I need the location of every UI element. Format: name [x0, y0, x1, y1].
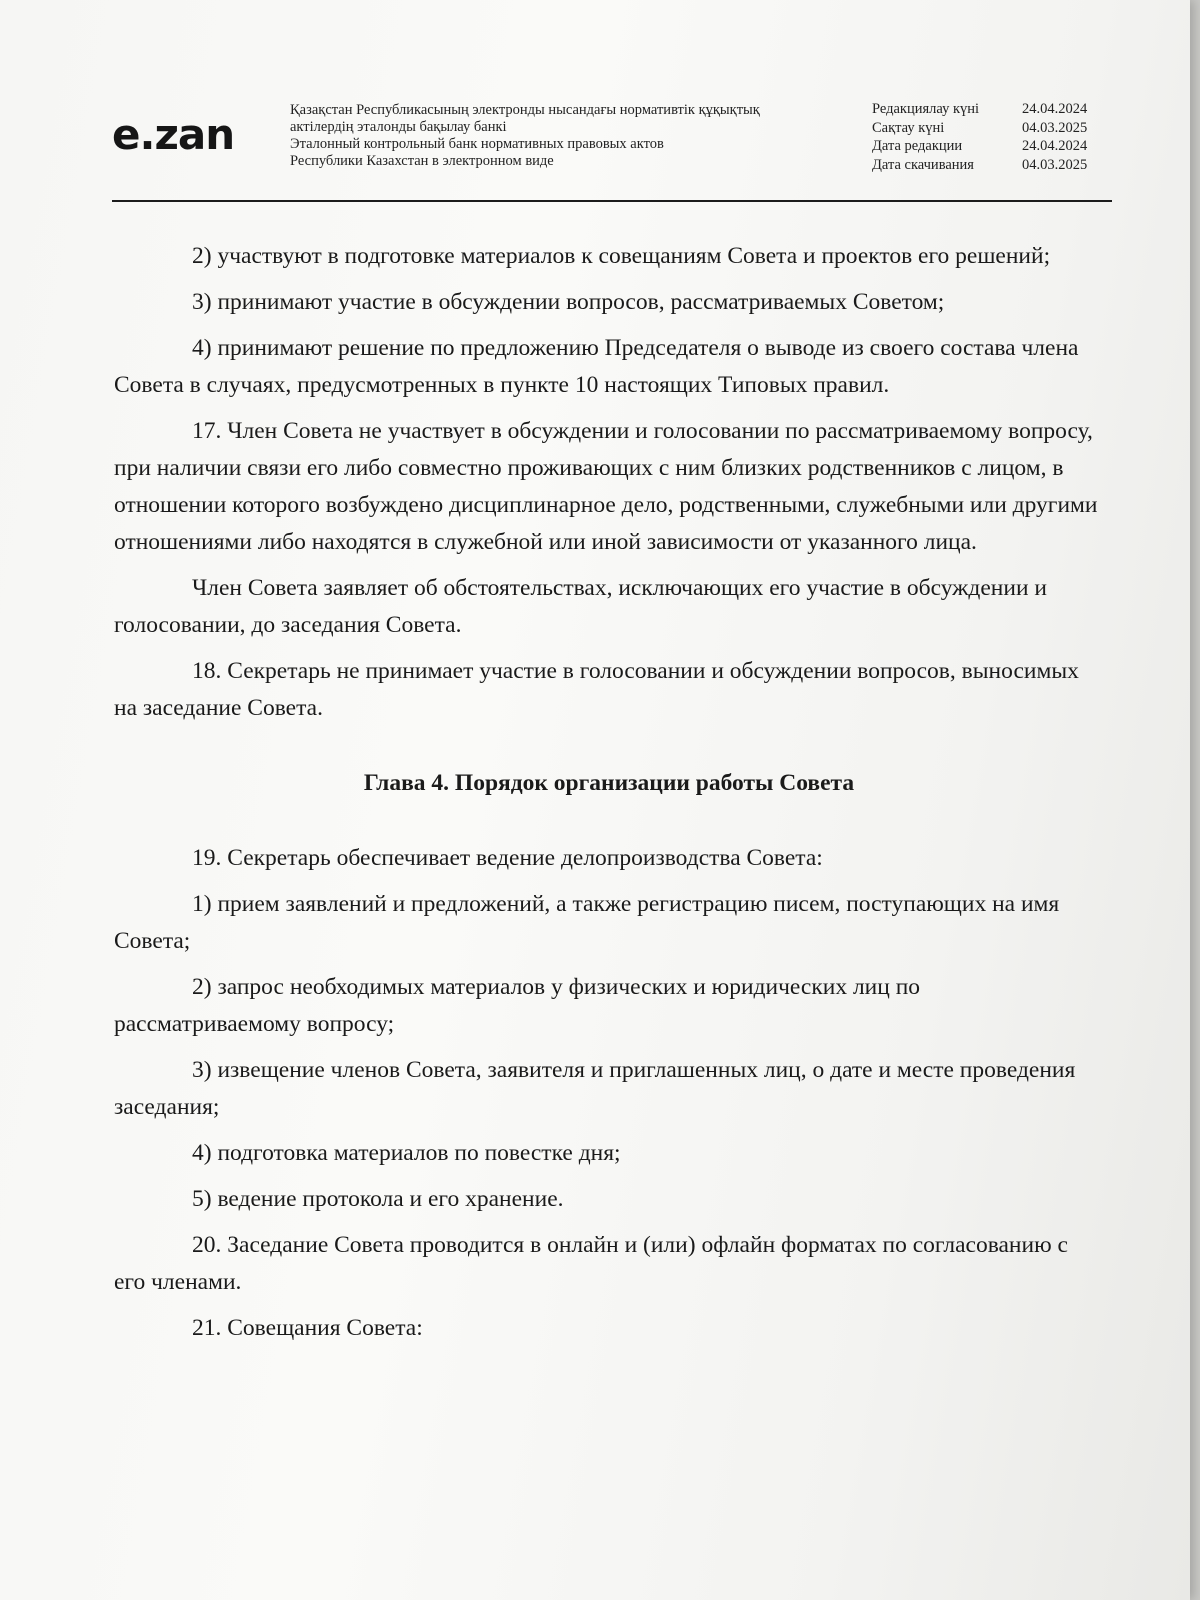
- bank-line: Республики Казахстан в электронном виде: [290, 153, 554, 169]
- date-value: 24.04.2024: [1022, 138, 1088, 154]
- paragraph: 17. Член Совета не участвует в обсуждении и голосовании по рассматриваемому вопросу, при наличии связи его либо совместно проживающих с ним близких родственников с лицом, в отношении которого возбуждено дисциплинарное дело, родственными, служебными или другими отношениями либо находятся в служебной или иной зависимости от указанного лица.: [114, 418, 1098, 555]
- document-body: [114, 238, 1104, 1356]
- bank-line: Қазақстан Республикасының электронды нысандағы нормативтік құқықтық: [290, 102, 760, 118]
- bank-title: [290, 102, 760, 170]
- document-header: [112, 96, 1112, 206]
- date-row: [872, 137, 1112, 156]
- paragraph: 20. Заседание Совета проводится в онлайн и (или) офлайн форматах по согласованию с его членами.: [114, 1232, 1068, 1295]
- date-value: 24.04.2024: [1022, 101, 1088, 117]
- bank-line: актілердің эталонды бақылау банкі: [290, 119, 507, 135]
- date-value: 04.03.2025: [1022, 119, 1088, 136]
- paragraph: 18. Секретарь не принимает участие в голосовании и обсуждении вопросов, выносимых на заседание Совета.: [114, 658, 1079, 721]
- paragraph: 3) извещение членов Совета, заявителя и приглашенных лиц, о дате и месте проведения заседания;: [114, 1057, 1076, 1120]
- date-label: Дата редакции: [872, 138, 963, 154]
- date-label: Дата скачивания: [872, 156, 974, 173]
- paragraph: 19. Секретарь обеспечивает ведение делопроизводства Совета:: [192, 845, 823, 871]
- date-value: 04.03.2025: [1022, 156, 1088, 173]
- paragraph: 21. Совещания Совета:: [192, 1315, 423, 1341]
- bank-line: Эталонный контрольный банк нормативных правовых актов: [290, 136, 664, 152]
- date-label: Сақтау күні: [872, 119, 945, 136]
- paragraph: Член Совета заявляет об обстоятельствах, исключающих его участие в обсуждении и голосовании, до заседания Совета.: [114, 575, 1047, 638]
- date-row: [872, 100, 1112, 119]
- date-row: [872, 119, 1112, 138]
- paragraph: 2) участвуют в подготовке материалов к совещаниям Совета и проектов его решений;: [192, 243, 1051, 269]
- paragraph: 3) принимают участие в обсуждении вопросов, рассматриваемых Советом;: [192, 289, 945, 315]
- date-table: [872, 100, 1112, 174]
- paragraph: 4) принимают решение по предложению Председателя о выводе из своего состава члена Совета в случаях, предусмотренных в пункте 10 настоящих Типовых правил.: [114, 335, 1079, 398]
- header-divider: [112, 200, 1112, 202]
- ezan-logo: e.zan: [112, 110, 235, 159]
- paragraph: 4) подготовка материалов по повестке дня;: [192, 1140, 621, 1166]
- paragraph: 2) запрос необходимых материалов у физических и юридических лиц по рассматриваемому вопросу;: [114, 974, 921, 1037]
- paragraph: 5) ведение протокола и его хранение.: [192, 1186, 564, 1212]
- paragraph: 1) прием заявлений и предложений, а также регистрацию писем, поступающих на имя Совета;: [114, 891, 1060, 954]
- date-label: Редакциялау күні: [872, 101, 980, 117]
- date-row: [872, 156, 1112, 175]
- chapter-title: Глава 4. Порядок организации работы Совета: [363, 770, 855, 796]
